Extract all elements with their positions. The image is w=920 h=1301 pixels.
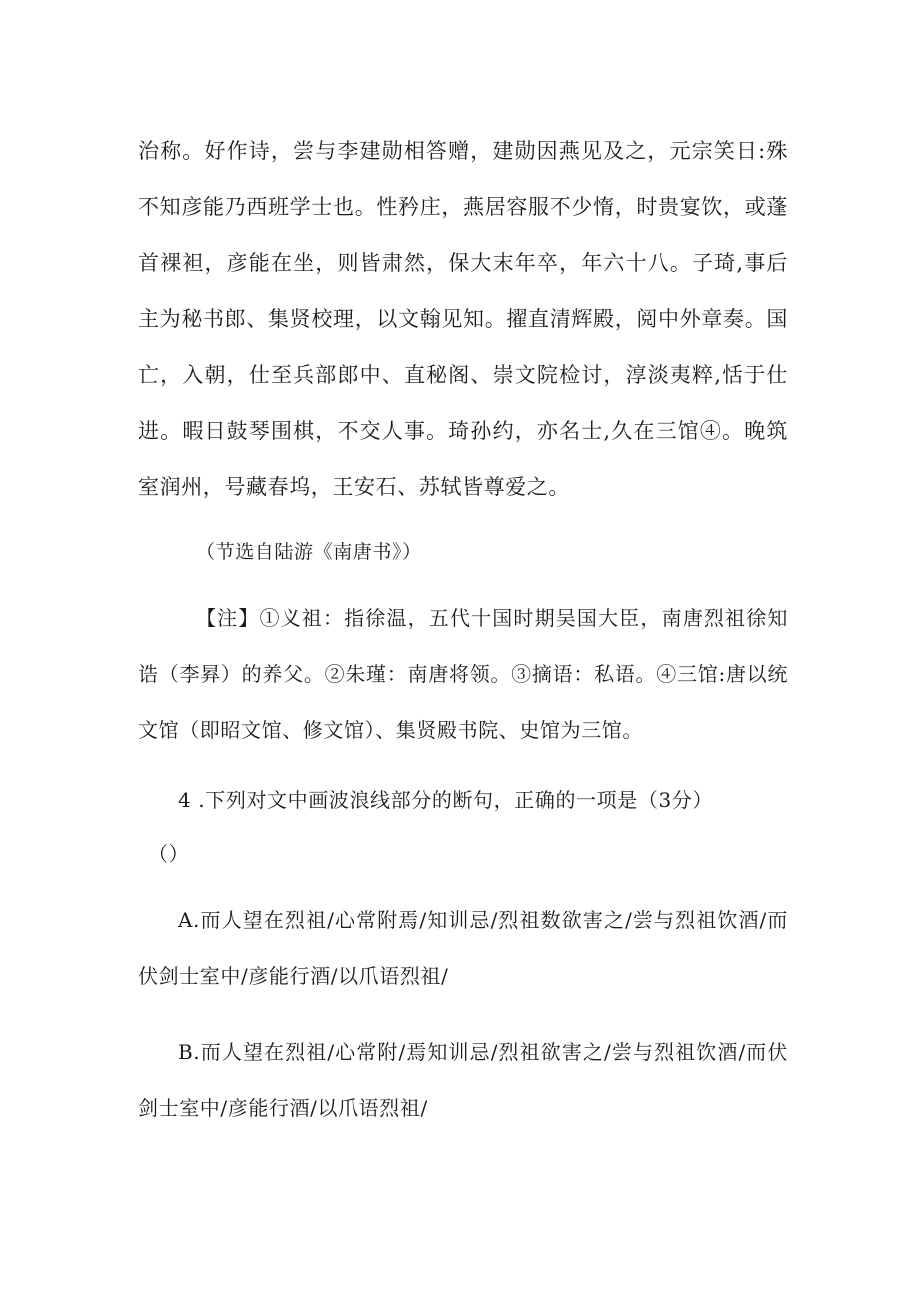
source-citation: （节选自陆游《南唐书》） <box>196 541 422 563</box>
question-4-prompt: 4 .下列对文中画波浪线部分的断句，正确的一项是（3分） <box>178 788 713 812</box>
main-passage: 治称。好作诗，尝与李建勋相答赠，建勋因燕见及之，元宗笑日:殊不知彦能乃西班学士也。性矜庄，燕居容服不少惰，时贵宴饮，或蓬首裸袒，彦能在坐，则皆肃然，保大末年卒，年六十八。子琦,事后主为秘书郎、集贤校理，以文翰见知。擢直清辉殿，阅中外章奏。国亡，入朝，仕至兵部郎中、直秘阁、崇文院检讨，淳淡夷粹,恬于仕进。暇日鼓琴围棋，不交人事。琦孙约，亦名士,久在三馆④。晚筑室润州，号藏春坞，王安石、苏轼皆尊爱之。 <box>138 139 788 499</box>
answer-bracket: （） <box>148 842 190 866</box>
annotation-notes: 【注】①义祖：指徐温，五代十国时期吴国大臣，南唐烈祖徐知诰（李昪）的养父。②朱瑾：南唐将领。③摘语：私语。④三馆:唐以统文馆（即昭文馆、修文馆）、集贤殿书院、史馆为三馆。 <box>138 606 788 742</box>
option-b: B.而人望在烈祖/心常附/焉知训忌/烈祖欲害之/尝与烈祖饮酒/而伏剑士室中/彦能行酒/以爪语烈祖/ <box>138 1040 788 1120</box>
option-a: A.而人望在烈祖/心常附焉/知训忌/烈祖数欲害之/尝与烈祖饮酒/而伏剑士室中/彦能行酒/以爪语烈祖/ <box>138 908 788 988</box>
